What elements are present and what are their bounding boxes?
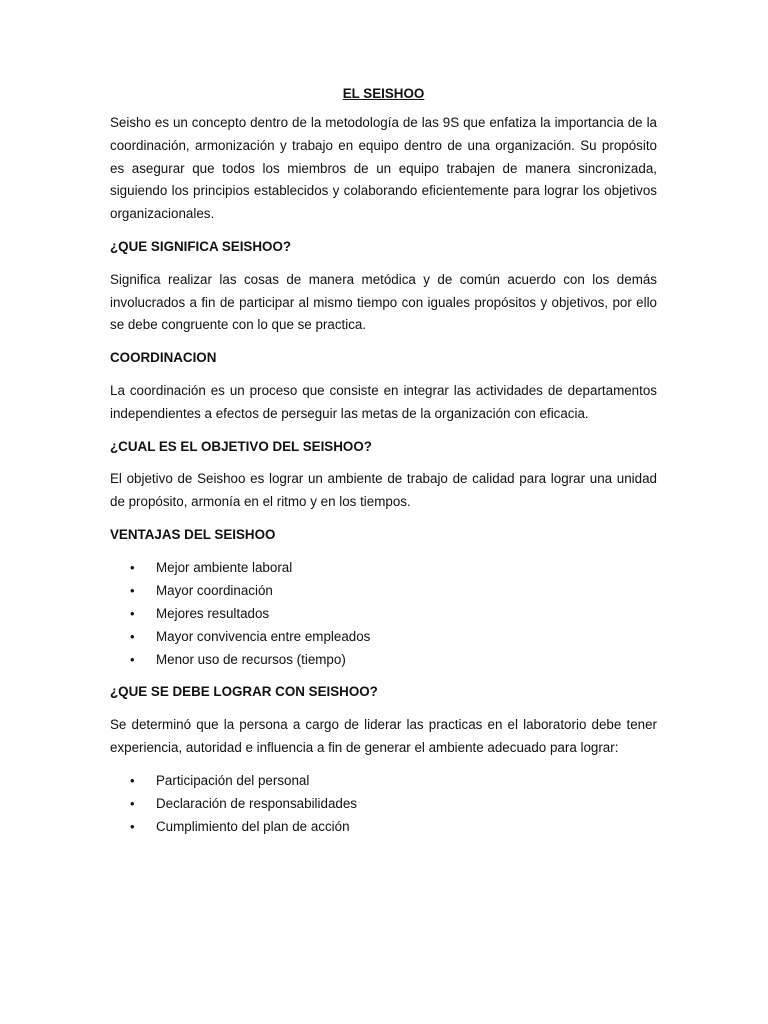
bullet-icon: • — [130, 772, 135, 788]
list-item-text: Declaración de responsabilidades — [156, 795, 357, 811]
list-item-text: Menor uso de recursos (tiempo) — [156, 652, 346, 668]
bullet-icon: • — [130, 582, 135, 598]
list-item — [110, 815, 657, 838]
section-heading-lograr: ¿QUE SE DEBE LOGRAR CON SEISHOO? — [110, 684, 378, 700]
bullet-icon: • — [130, 652, 135, 668]
significado-paragraph: Significa realizar las cosas de manera metódica y de común acuerdo con los demás involucrados a fin de participar al mismo tiempo con iguales propósitos y objetivos, por ello se debe congruente con lo que se practica. — [110, 271, 657, 333]
intro-paragraph: Seisho es un concepto dentro de la metodología de las 9S que enfatiza la importancia de la coordinación, armonización y trabajo en equipo dentro de una organización. Su propósito es asegurar que todos los miembros de un equipo trabajen de manera sincronizada, siguiendo los principios establecidos y colaborando eficientemente para lograr los objetivos organizacionales. — [110, 115, 657, 222]
list-item-text: Mayor convivencia entre empleados — [156, 629, 371, 645]
list-item-text: Mayor coordinación — [156, 582, 273, 598]
coordinacion-paragraph: La coordinación es un proceso que consiste en integrar las actividades de departamentos independientes a efectos de perseguir las metas de la organización con eficacia. — [110, 382, 657, 421]
bullet-icon: • — [130, 818, 135, 834]
ventajas-list — [110, 556, 657, 671]
list-item — [110, 769, 657, 792]
section-heading-objetivo: ¿CUAL ES EL OBJETIVO DEL SEISHOO? — [110, 438, 372, 454]
bullet-icon: • — [130, 605, 135, 621]
list-item — [110, 625, 657, 648]
list-item — [110, 556, 657, 579]
list-item-text: Mejor ambiente laboral — [156, 559, 293, 575]
list-item — [110, 602, 657, 625]
document-body — [110, 85, 657, 848]
list-item — [110, 579, 657, 602]
bullet-icon: • — [130, 629, 135, 645]
list-item-text: Cumplimiento del plan de acción — [156, 818, 350, 834]
bullet-icon: • — [130, 559, 135, 575]
lograr-list — [110, 769, 657, 838]
lograr-paragraph: Se determinó que la persona a cargo de liderar las practicas en el laboratorio debe tener experiencia, autoridad e influencia a fin de generar el ambiente adecuado para lograr: — [110, 717, 657, 755]
bullet-icon: • — [130, 795, 135, 811]
list-item — [110, 648, 657, 671]
section-heading-significado: ¿QUE SIGNIFICA SEISHOO? — [110, 238, 292, 254]
document-title: EL SEISHOO — [342, 86, 425, 101]
section-heading-ventajas: VENTAJAS DEL SEISHOO — [110, 526, 276, 542]
objetivo-paragraph: El objetivo de Seishoo es lograr un ambiente de trabajo de calidad para lograr una unidad de propósito, armonía en el ritmo y en los tiempos. — [110, 471, 657, 510]
list-item-text: Participación del personal — [156, 772, 310, 788]
list-item-text: Mejores resultados — [156, 605, 270, 621]
list-item — [110, 792, 657, 815]
section-heading-coordinacion: COORDINACION — [110, 350, 217, 366]
